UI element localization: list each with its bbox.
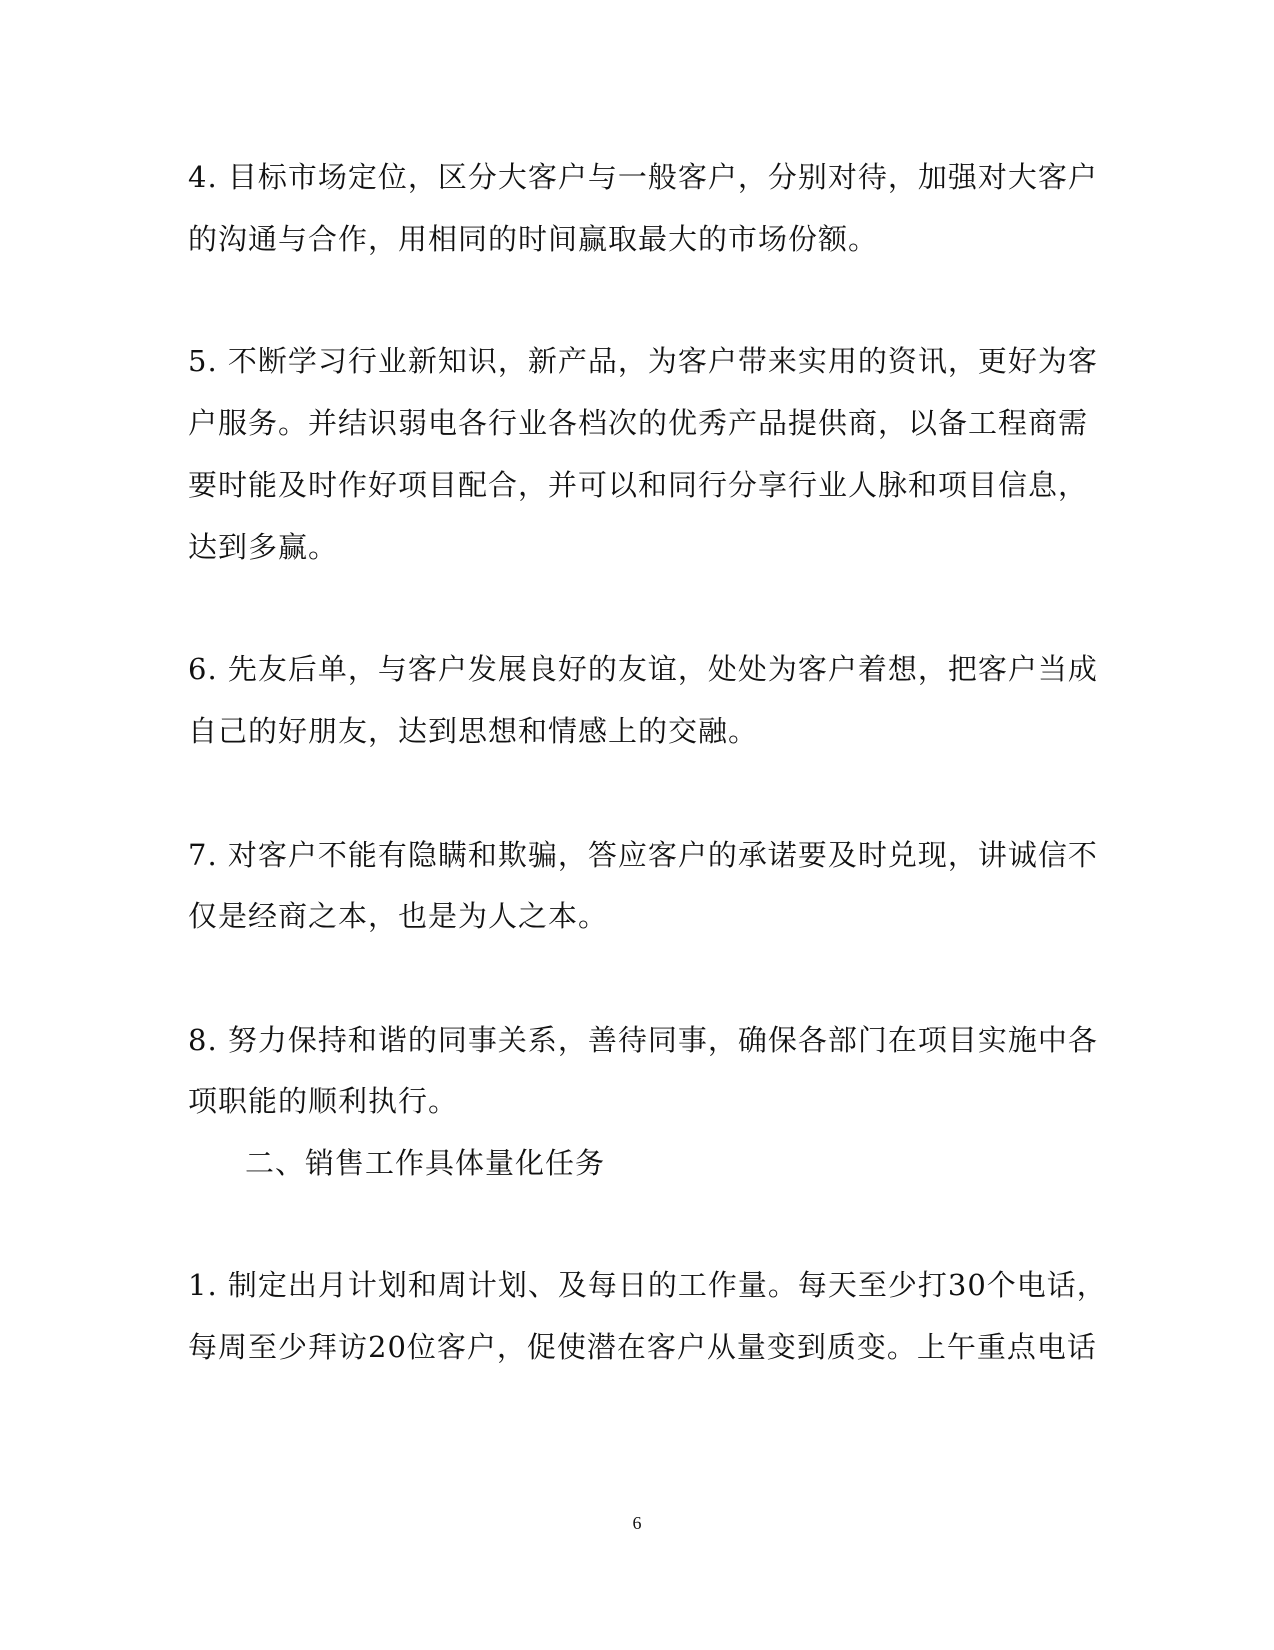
section-heading: 二、销售工作具体量化任务 <box>245 1146 606 1180</box>
paragraph-6-line-1: 6. 先友后单，与客户发展良好的友谊，处处为客户着想，把客户当成 <box>188 652 1098 686</box>
paragraph-5-line-3: 要时能及时作好项目配合，并可以和同行分享行业人脉和项目信息， <box>188 468 1089 502</box>
task-paragraph-1-line-2: 每周至少拜访20位客户，促使潜在客户从量变到质变。上午重点电话 <box>188 1330 1097 1364</box>
paragraph-4-line-2: 的沟通与合作，用相同的时间赢取最大的市场份额。 <box>188 222 879 256</box>
paragraph-6-line-2: 自己的好朋友，达到思想和情感上的交融。 <box>188 714 759 748</box>
paragraph-7-line-1: 7. 对客户不能有隐瞒和欺骗，答应客户的承诺要及时兑现，讲诚信不 <box>188 838 1098 872</box>
page-number: 6 <box>632 1513 642 1533</box>
paragraph-5-line-1: 5. 不断学习行业新知识，新产品，为客户带来实用的资讯，更好为客 <box>188 344 1098 378</box>
paragraph-5-line-4: 达到多赢。 <box>188 530 339 564</box>
paragraph-8-line-2: 项职能的顺利执行。 <box>188 1084 459 1118</box>
paragraph-5-line-2: 户服务。并结识弱电各行业各档次的优秀产品提供商，以备工程商需 <box>188 406 1089 440</box>
paragraph-4-line-1: 4. 目标市场定位，区分大客户与一般客户，分别对待，加强对大客户 <box>188 160 1098 194</box>
task-paragraph-1-line-1: 1. 制定出月计划和周计划、及每日的工作量。每天至少打30个电话， <box>188 1268 1107 1302</box>
paragraph-8-line-1: 8. 努力保持和谐的同事关系，善待同事，确保各部门在项目实施中各 <box>188 1023 1098 1057</box>
paragraph-7-line-2: 仅是经商之本，也是为人之本。 <box>188 899 609 933</box>
